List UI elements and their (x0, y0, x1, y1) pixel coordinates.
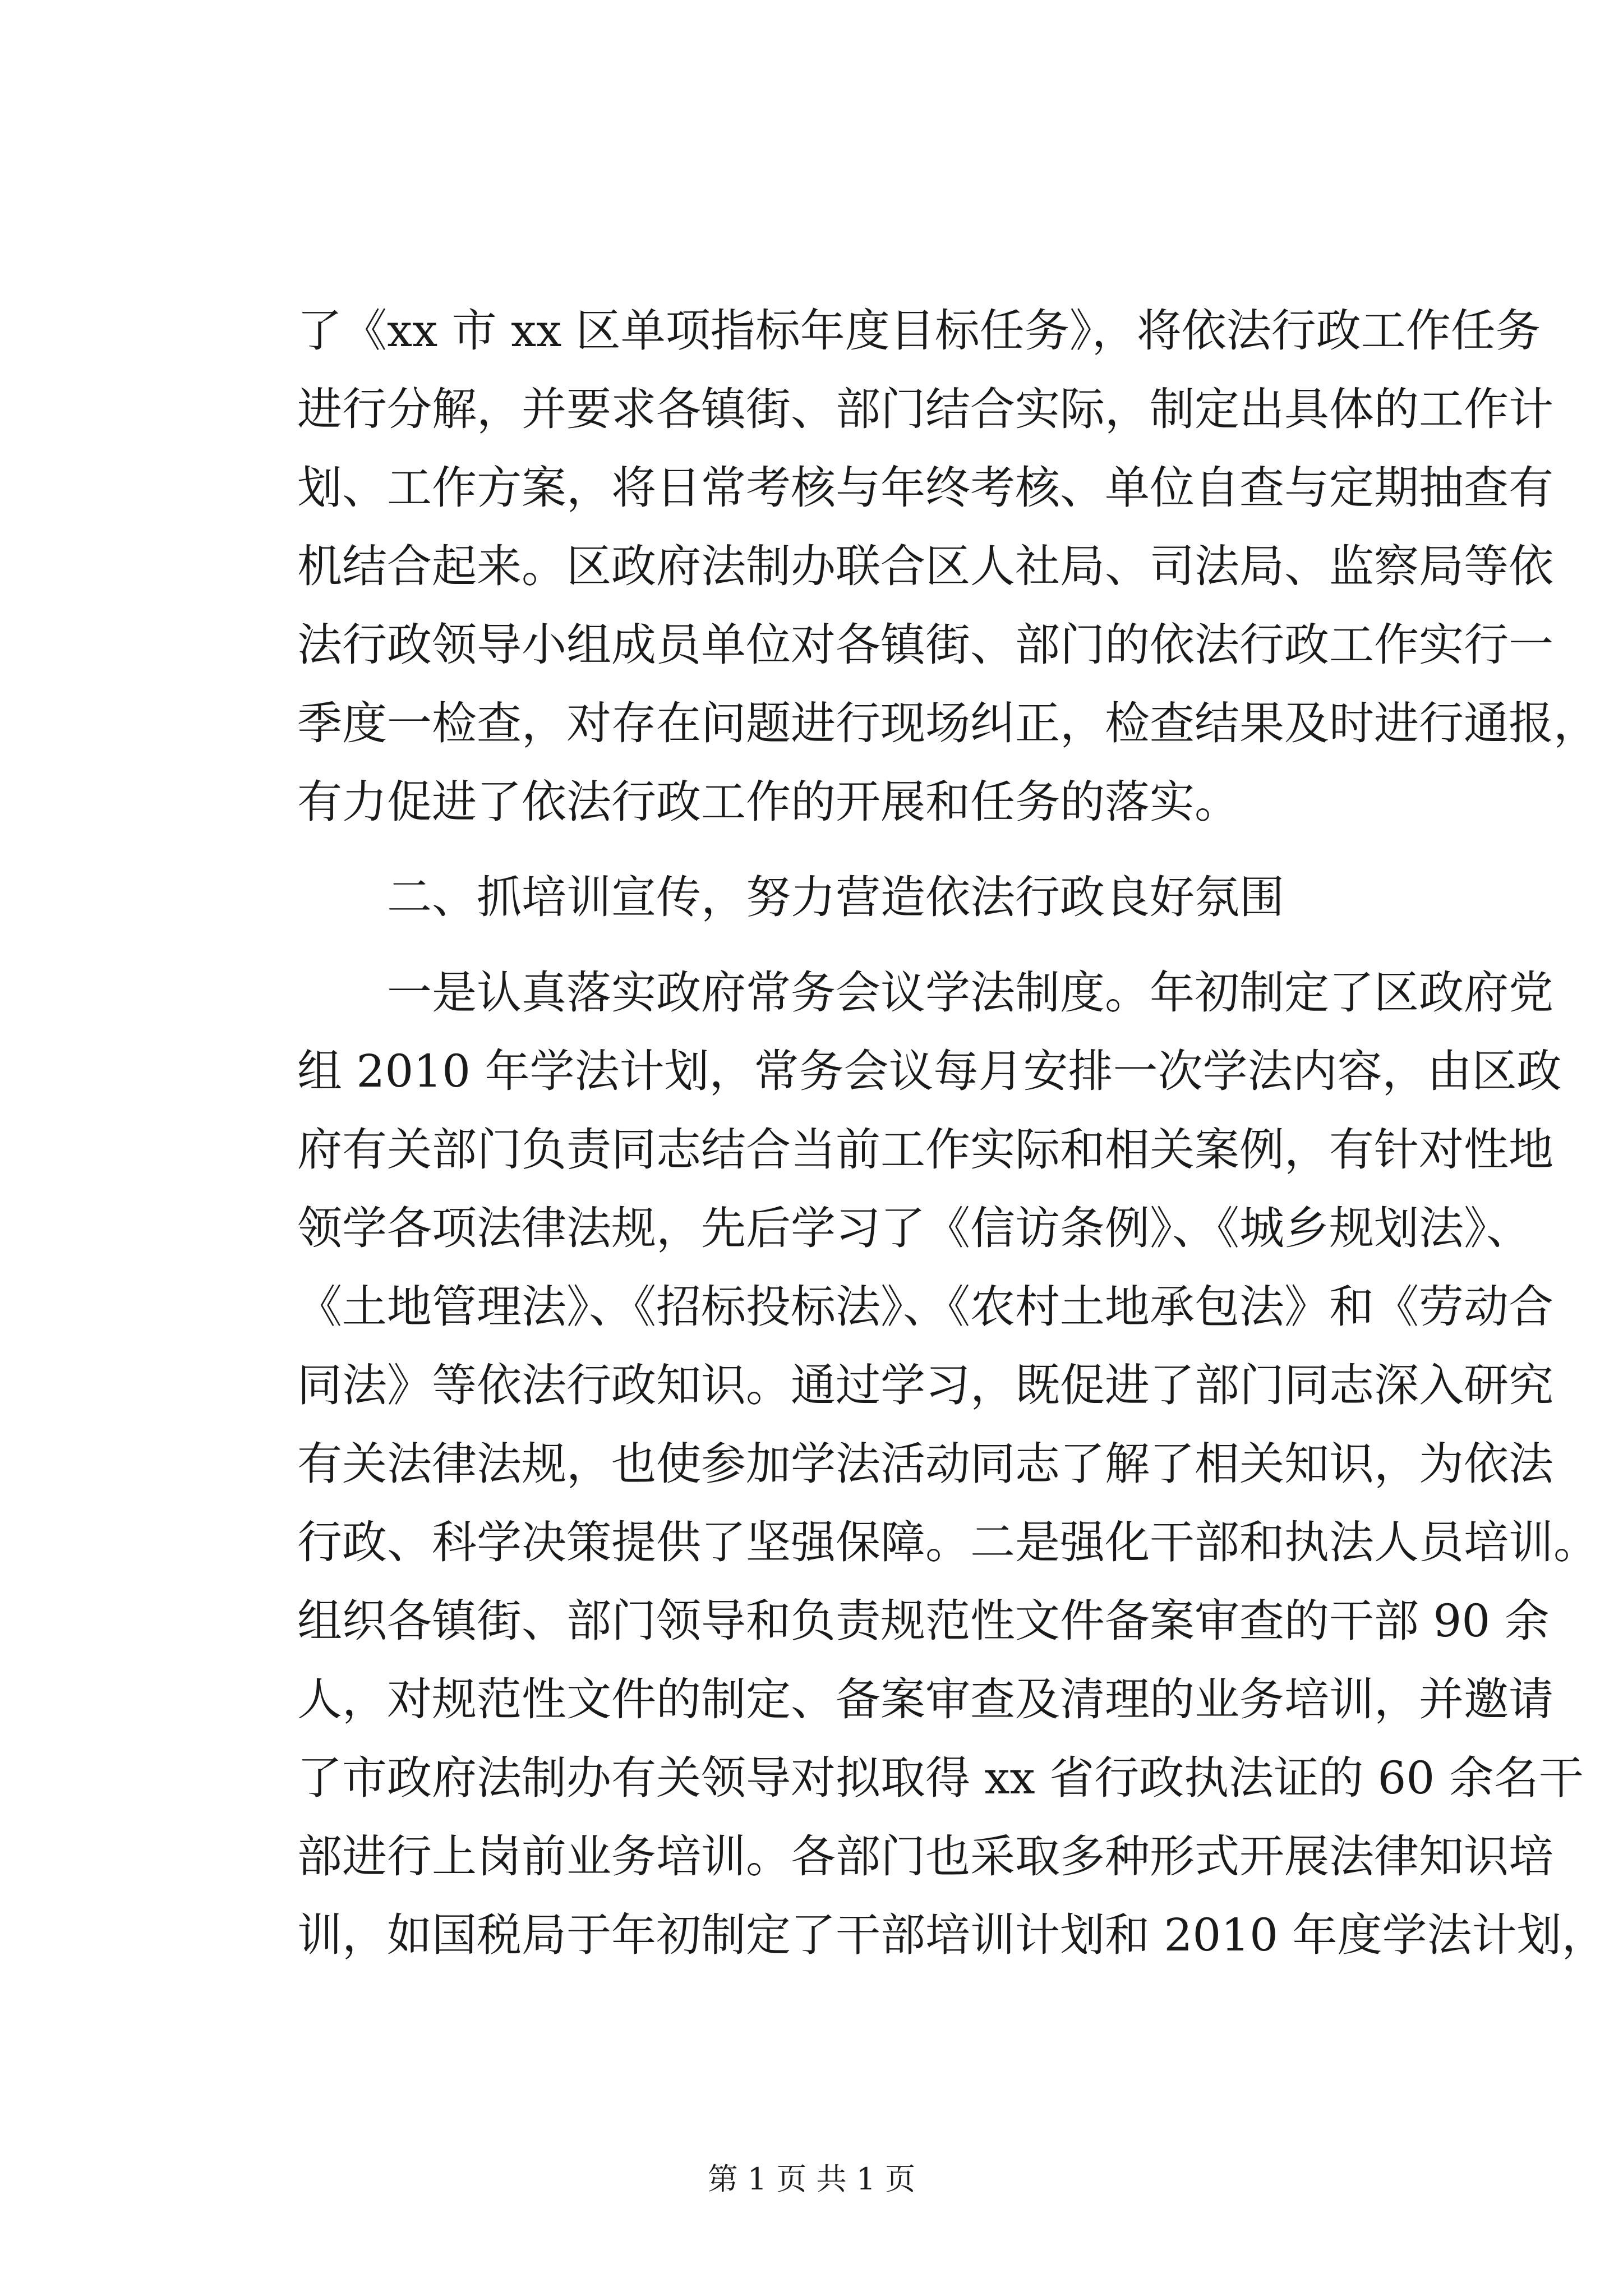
body-text-line: 训，如国税局于年初制定了干部培训计划和 2010 年度学法计划， (297, 1909, 1607, 1961)
section-heading: 二、抓培训宣传，努力营造依法行政良好氛围 (387, 871, 1284, 923)
body-text-line: 领学各项法律法规，先后学习了《信访条例》、《城乡规划法》、 (297, 1202, 1531, 1254)
body-text-line: 行政、科学决策提供了坚强保障。二是强化干部和执法人员培训。 (297, 1516, 1598, 1568)
body-text-line: 组 2010 年学法计划，常务会议每月安排一次学法内容，由区政 (297, 1045, 1562, 1097)
body-text-line: 机结合起来。区政府法制办联合区人社局、司法局、监察局等依 (297, 540, 1553, 592)
body-text-line: 同法》等依法行政知识。通过学习，既促进了部门同志深入研究 (297, 1359, 1553, 1411)
body-text-line: 了《xx 市 xx 区单项指标年度目标任务》，将依法行政工作任务 (297, 305, 1541, 357)
body-text-line: 组织各镇街、部门领导和负责规范性文件备案审查的干部 90 余 (297, 1595, 1550, 1647)
body-text-line: 部进行上岗前业务培训。各部门也采取多种形式开展法律知识培 (297, 1830, 1553, 1883)
body-text-line: 了市政府法制办有关领导对拟取得 xx 省行政执法证的 60 余名干 (297, 1752, 1584, 1804)
body-text-line: 一是认真落实政府常务会议学法制度。年初制定了区政府党 (387, 967, 1553, 1019)
body-text-line: 《土地管理法》、《招标投标法》、《农村土地承包法》和《劳动合 (297, 1281, 1553, 1333)
body-text-line: 有关法律法规，也使参加学法活动同志了解了相关知识，为依法 (297, 1438, 1553, 1490)
page-footer: 第 1 页 共 1 页 (707, 2161, 916, 2197)
body-text-line: 划、工作方案，将日常考核与年终考核、单位自查与定期抽查有 (297, 462, 1553, 514)
body-text-line: 有力促进了依法行政工作的开展和任务的落实。 (297, 776, 1239, 828)
body-text-line: 法行政领导小组成员单位对各镇街、部门的依法行政工作实行一 (297, 619, 1553, 671)
body-text-line: 府有关部门负责同志结合当前工作实际和相关案例，有针对性地 (297, 1124, 1553, 1176)
body-text-line: 进行分解，并要求各镇街、部门结合实际，制定出具体的工作计 (297, 383, 1553, 435)
body-text-line: 人，对规范性文件的制定、备案审查及清理的业务培训，并邀请 (297, 1673, 1553, 1726)
body-text-line: 季度一检查，对存在问题进行现场纠正，检查结果及时进行通报， (297, 697, 1598, 749)
